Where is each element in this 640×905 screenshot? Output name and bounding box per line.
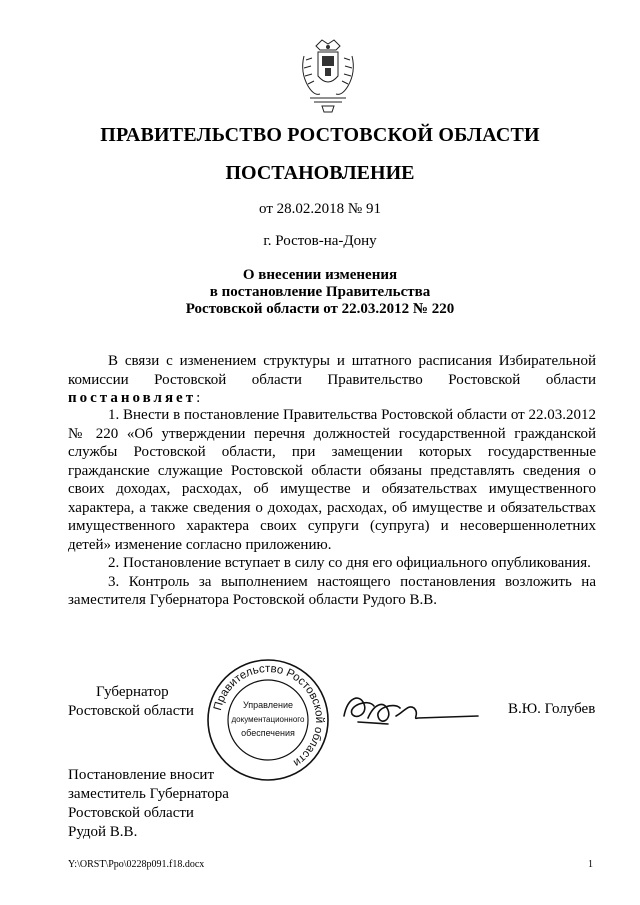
decree-item: 1. Внести в постановление Правительства Ростовской области от 22.03.2012 № 220 «Об утверждении перечня должностей государственной гражданской службы Ростовской области, при замещении которых государственные гражданские служащие Ростовской области обязаны представлять сведения о своих доходах, расходах, об имуществе и обязательствах имущественного характера, а также сведения о доходах, расходах, об имуществе и обязательствах имущественного характера своих супруги (супруга) и несовершеннолетних детей» изменение согласно приложению. <box>68 407 596 553</box>
handwritten-signature-icon <box>338 686 488 736</box>
page-number: 1 <box>588 859 593 870</box>
subject-line: в постановление Правительства <box>209 284 431 300</box>
submitted-by-line: Постановление вносит <box>68 767 215 783</box>
decree-items <box>68 406 596 610</box>
stamp-seal-icon <box>204 656 332 784</box>
government-title: ПРАВИТЕЛЬСТВО РОСТОВСКОЙ ОБЛАСТИ <box>100 124 540 146</box>
seal-ring-text: Правительство Ростовской области <box>212 662 326 769</box>
subject-line: О внесении изменения <box>242 267 398 283</box>
intro-text: В связи с изменением структуры и штатного расписания Избирательной комиссии Ростовской области Правительство Ростовской области <box>68 353 596 388</box>
signer-role-line: Ростовской области <box>68 703 194 719</box>
document-type: ПОСТАНОВЛЕНИЕ <box>225 162 415 184</box>
intro-colon: : <box>196 390 201 406</box>
submitted-by-line: Рудой В.В. <box>68 824 138 840</box>
seal-inner-line: Управление <box>242 700 294 710</box>
seal-inner-line: документационного <box>231 715 305 724</box>
submitted-by-line: Ростовской области <box>68 805 194 821</box>
signer-role-line: Губернатор <box>96 684 169 700</box>
submitted-by-line: заместитель Губернатора <box>68 786 229 802</box>
document-date-number: от 28.02.2018 № 91 <box>259 201 381 217</box>
decree-item: 3. Контроль за выполнением настоящего постановления возложить на заместителя Губернатора Ростовской области Рудого В.В. <box>68 573 596 608</box>
document-subject <box>0 267 640 318</box>
subject-line: Ростовской области от 22.03.2012 № 220 <box>185 301 455 317</box>
decree-keyword: постановляет <box>68 390 197 406</box>
seal-inner-line: обеспечения <box>241 728 295 738</box>
signer-role <box>68 683 194 721</box>
document-city: г. Ростов-на-Дону <box>263 233 377 249</box>
submitted-by <box>68 766 229 842</box>
signer-name: В.Ю. Голубев <box>508 701 596 717</box>
decree-item: 2. Постановление вступает в силу со дня его официального опубликования. <box>108 555 591 571</box>
intro-paragraph <box>68 352 596 408</box>
coat-of-arms-icon <box>296 36 360 114</box>
footer-file-path: Y:\ORST\Ppo\0228p091.f18.docx <box>68 859 205 870</box>
